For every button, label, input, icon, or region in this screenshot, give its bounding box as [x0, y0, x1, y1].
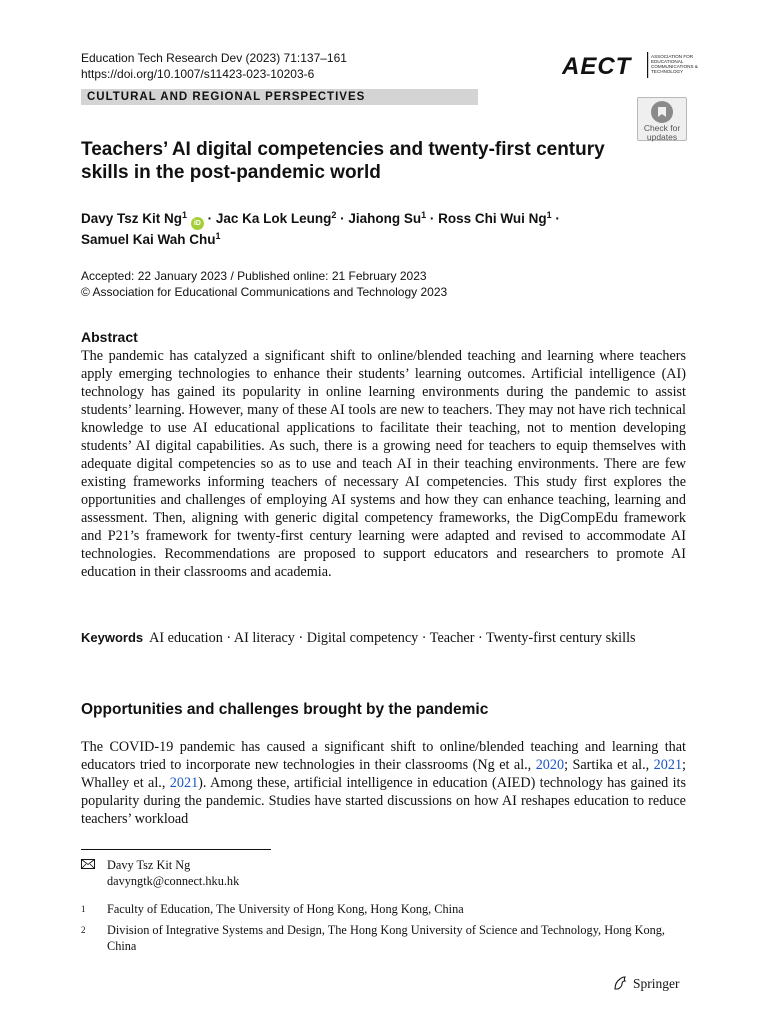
copyright-line: © Association for Educational Communications and Technology 2023	[81, 285, 448, 299]
author-name[interactable]: Ross Chi Wui Ng	[438, 211, 547, 226]
keywords	[81, 629, 686, 647]
body-text: ; Sartika et al.,	[564, 757, 654, 773]
publication-dates	[81, 268, 447, 300]
body-text: ). Among these, artificial intelligence in education (AIED) technology has gained its popularity during the pandemic. Studies have started discussions on how AI reshapes education to reduce teachers’ workload	[81, 775, 686, 827]
author-name[interactable]: Jac Ka Lok Leung	[215, 211, 332, 226]
footnote-divider	[81, 849, 271, 850]
doi-link[interactable]: https://doi.org/10.1007/s11423-023-10203-6	[81, 67, 315, 81]
keywords-label: Keywords	[81, 630, 144, 645]
contact-name: Davy Tsz Kit Ng	[107, 858, 191, 872]
affiliation-footnote	[81, 901, 681, 917]
check-updates-line2: updates	[646, 131, 678, 142]
accepted-published-dates: Accepted: 22 January 2023 / Published online: 21 February 2023	[81, 269, 427, 283]
check-updates-line1: Check for	[643, 123, 681, 133]
body-text: The COVID-19 pandemic has caused a significant shift to online/blended teaching and learning that educators tried to incorporate new technologies in their classrooms (Ng et al.,	[81, 739, 686, 773]
check-for-updates-badge[interactable]	[637, 97, 687, 141]
body-text: ; Whalley et al.,	[81, 757, 686, 791]
citation-link[interactable]: 2021	[169, 775, 199, 791]
author-affiliation: 1	[182, 210, 188, 220]
springer-logo	[612, 975, 680, 993]
author-name[interactable]: Jiahong Su	[348, 211, 422, 226]
aect-logo-text: AECT	[562, 53, 632, 80]
author-affiliation: 2	[331, 210, 337, 220]
springer-text: Springer	[633, 976, 680, 991]
body-paragraph	[81, 738, 686, 828]
aect-logo	[562, 50, 702, 82]
author-affiliation: 1	[215, 231, 221, 241]
citation-link[interactable]: 2021	[653, 757, 683, 773]
author-list: Davy Tsz Kit Ng$^1$ iD · Jac Ka Lok Leung$^2$ · Jiahong $Su^1$ · Ross Chi Wui $Ng^1$ · Samuel Kai Wah Chu$^1$	[81, 210, 560, 247]
section-band: CULTURAL AND REGIONAL PERSPECTIVES	[81, 89, 478, 105]
orcid-icon[interactable]: iD	[191, 217, 204, 230]
affiliation-text: Division of Integrative Systems and Design, The Hong Kong University of Science and Technology, Hong Kong, China	[107, 923, 665, 953]
keywords-text: AI education · AI literacy · Digital competency · Teacher · Twenty-first century skills	[149, 630, 636, 646]
author-affiliation: 1	[421, 210, 427, 220]
abstract-text: The pandemic has catalyzed a significant shift to online/blended teaching and learning where teachers apply emerging technologies to enhance their students’ learning outcomes. Artificial intelligence (AI) technology has gained its popularity in online learning environments during the pandemic to assist students’ learning. However, many of these AI tools are new to teachers. They may not have rich technical knowledge to use AI educational applications to facilitate their teaching, not to mention developing students’ AI digital capabilities. As such, there is a growing need for teachers to equip themselves with adequate digital competencies so as to use and teach AI in their teaching environments. There are few existing frameworks informing teachers of necessary AI competencies. This study first explores the opportunities and challenges of employing AI systems and how they can enhance teaching, learning and assessment. Then, aligning with generic digital competency frameworks, the DigCompEdu framework and P21’s framework for twenty-first century learning were adapted and revised to accommodate AI technologies. Recommendations are proposed to support educators and researchers to promote AI education in their classrooms and academia.	[81, 348, 686, 580]
journal-citation: Education Tech Research Dev (2023) 71:137–161	[81, 51, 347, 65]
check-updates-icon	[649, 100, 675, 124]
author-name[interactable]: Davy Tsz Kit Ng	[81, 211, 183, 226]
author-affiliation: 1	[546, 210, 552, 220]
springer-horse-icon	[612, 975, 628, 991]
section-heading: Opportunities and challenges brought by the pandemic	[81, 701, 489, 718]
aect-logo-subtext: ASSOCIATION FOR EDUCATIONAL COMMUNICATIONS & TECHNOLOGY	[651, 54, 698, 74]
footnote-number: 1	[81, 904, 86, 914]
footnote-number: 2	[81, 925, 86, 935]
corresponding-author	[81, 857, 239, 889]
abstract-heading: Abstract	[81, 329, 138, 345]
envelope-icon	[81, 859, 95, 869]
paper-title: Teachers’ AI digital competencies and twenty-first century skills in the post-pandemic world	[81, 139, 605, 183]
author-name[interactable]: Samuel Kai Wah Chu	[81, 232, 216, 247]
affiliation-footnote	[81, 922, 681, 954]
citation-link[interactable]: 2020	[535, 757, 565, 773]
affiliation-text: Faculty of Education, The University of Hong Kong, Hong Kong, China	[107, 902, 464, 916]
contact-email[interactable]: davyngtk@connect.hku.hk	[107, 874, 240, 888]
journal-header	[81, 50, 347, 82]
